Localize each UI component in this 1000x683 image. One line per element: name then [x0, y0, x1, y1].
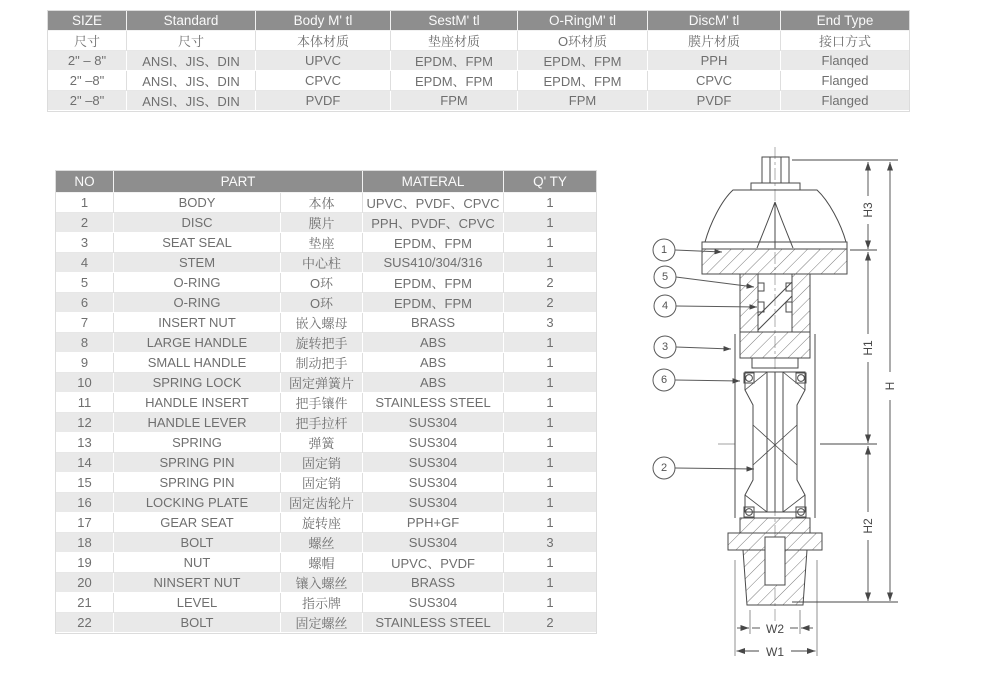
spec-row [48, 71, 909, 91]
parts-cell: 1 [504, 353, 596, 373]
parts-cell: HANDLE INSERT [114, 393, 281, 413]
spec-cell: PVDF [648, 91, 781, 111]
parts-cell: 20 [56, 573, 114, 593]
spec-table-section [47, 10, 908, 112]
parts-row [56, 573, 596, 593]
parts-row [56, 453, 596, 473]
valve-cross-section-drawing [628, 140, 1000, 683]
parts-cell: 2 [504, 613, 596, 633]
parts-cell: SUS410/304/316 [363, 253, 504, 273]
parts-cell: O-RING [114, 293, 281, 313]
parts-header-cell: PART [114, 171, 363, 193]
spec-header-cell: SestM' tl [391, 11, 518, 31]
dim-W1-label: W1 [766, 645, 784, 659]
spec-cell: ANSI、JIS、DIN [127, 71, 256, 91]
parts-cell: EPDM、FPM [363, 273, 504, 293]
parts-cell: 制动把手 [281, 353, 363, 373]
parts-cell: NUT [114, 553, 281, 573]
parts-cell: 固定齿轮片 [281, 493, 363, 513]
parts-row [56, 593, 596, 613]
callout-2 [653, 457, 754, 479]
parts-cell: SUS304 [363, 493, 504, 513]
parts-cell: STAINLESS STEEL [363, 613, 504, 633]
parts-cell: DISC [114, 213, 281, 233]
parts-cell: 固定销 [281, 453, 363, 473]
callout-6 [653, 369, 740, 391]
parts-cell: 螺帽 [281, 553, 363, 573]
parts-row [56, 213, 596, 233]
parts-cell: 16 [56, 493, 114, 513]
spec-cell: ANSI、JIS、DIN [127, 91, 256, 111]
parts-cell: 旋转把手 [281, 333, 363, 353]
parts-row [56, 553, 596, 573]
spec-cell: 尺寸 [48, 31, 127, 51]
spec-cell: PVDF [256, 91, 391, 111]
spec-header-cell: End Type [781, 11, 909, 31]
parts-cell: SUS304 [363, 533, 504, 553]
parts-cell: 11 [56, 393, 114, 413]
parts-cell: 固定弹簧片 [281, 373, 363, 393]
parts-cell: 镶入螺丝 [281, 573, 363, 593]
parts-cell: STAINLESS STEEL [363, 393, 504, 413]
parts-row [56, 433, 596, 453]
parts-cell: PPH、PVDF、CPVC [363, 213, 504, 233]
parts-cell: 3 [504, 533, 596, 553]
parts-cell: 6 [56, 293, 114, 313]
parts-row [56, 393, 596, 413]
parts-cell: 22 [56, 613, 114, 633]
dim-W2-label: W2 [766, 622, 784, 636]
parts-cell: ABS [363, 353, 504, 373]
parts-cell: 中心柱 [281, 253, 363, 273]
parts-cell: O环 [281, 273, 363, 293]
spec-cell: Flanged [781, 91, 909, 111]
parts-cell: 14 [56, 453, 114, 473]
parts-row [56, 473, 596, 493]
parts-cell: HANDLE LEVER [114, 413, 281, 433]
parts-row [56, 333, 596, 353]
parts-cell: 1 [504, 573, 596, 593]
spec-row [48, 51, 909, 71]
spec-cell: EPDM、FPM [391, 71, 518, 91]
parts-cell: SUS304 [363, 413, 504, 433]
parts-cell: NINSERT NUT [114, 573, 281, 593]
parts-cell: 1 [504, 233, 596, 253]
spec-cell: EPDM、FPM [391, 51, 518, 71]
parts-cell: 1 [56, 193, 114, 213]
parts-cell: 7 [56, 313, 114, 333]
spec-cell: 接口方式 [781, 31, 909, 51]
parts-cell: SEAT SEAL [114, 233, 281, 253]
spec-cell: EPDM、FPM [518, 51, 648, 71]
parts-cell: SPRING PIN [114, 473, 281, 493]
spec-header-cell: SIZE [48, 11, 127, 31]
dim-H2-label: H2 [861, 518, 875, 534]
spec-header-cell: O-RingM' tl [518, 11, 648, 31]
parts-cell: 1 [504, 253, 596, 273]
spec-header-cell: DiscM' tl [648, 11, 781, 31]
parts-cell: 把手拉杆 [281, 413, 363, 433]
callout-4-label: 4 [661, 300, 669, 312]
parts-cell: UPVC、PVDF [363, 553, 504, 573]
spec-header-cell: Body M' tl [256, 11, 391, 31]
spec-cell: PPH [648, 51, 781, 71]
parts-cell: 膜片 [281, 213, 363, 233]
parts-cell: 1 [504, 473, 596, 493]
parts-row [56, 193, 596, 213]
spec-table-body [48, 31, 909, 111]
dim-H-label: H [883, 381, 897, 391]
parts-cell: 2 [504, 293, 596, 313]
parts-cell: BRASS [363, 573, 504, 593]
parts-header-cell: Q' TY [504, 171, 596, 193]
parts-cell: 旋转座 [281, 513, 363, 533]
parts-cell: 10 [56, 373, 114, 393]
parts-cell: 5 [56, 273, 114, 293]
spec-cell: EPDM、FPM [518, 71, 648, 91]
parts-cell: ABS [363, 333, 504, 353]
callout-6-label: 6 [660, 374, 668, 386]
parts-header-cell: MATERAL [363, 171, 504, 193]
parts-cell: 1 [504, 493, 596, 513]
spec-header-row [48, 11, 909, 31]
dim-H1-label: H1 [861, 340, 875, 356]
parts-row [56, 373, 596, 393]
parts-cell: 2 [56, 213, 114, 233]
parts-cell: ABS [363, 373, 504, 393]
parts-row [56, 313, 596, 333]
callout-3-label: 3 [661, 341, 669, 353]
flange [702, 249, 847, 332]
parts-cell: 1 [504, 453, 596, 473]
parts-row [56, 353, 596, 373]
parts-cell: LOCKING PLATE [114, 493, 281, 513]
parts-cell: STEM [114, 253, 281, 273]
spec-cell: 尺寸 [127, 31, 256, 51]
parts-cell: PPH+GF [363, 513, 504, 533]
parts-cell: 18 [56, 533, 114, 553]
parts-cell: 本体 [281, 193, 363, 213]
parts-table-section [55, 170, 595, 634]
callout-3 [654, 336, 731, 358]
parts-cell: O-RING [114, 273, 281, 293]
parts-row [56, 253, 596, 273]
parts-cell: 1 [504, 213, 596, 233]
spec-cell: Flanged [781, 71, 909, 91]
parts-row [56, 613, 596, 633]
parts-cell: LARGE HANDLE [114, 333, 281, 353]
parts-cell: 8 [56, 333, 114, 353]
bonnet-cap [702, 190, 847, 249]
callout-2-label: 2 [660, 462, 668, 474]
parts-cell: 3 [504, 313, 596, 333]
dim-H3-label: H3 [861, 202, 875, 218]
parts-cell: SUS304 [363, 473, 504, 493]
parts-cell: GEAR SEAT [114, 513, 281, 533]
parts-cell: SUS304 [363, 593, 504, 613]
spec-cell: CPVC [256, 71, 391, 91]
parts-cell: 垫座 [281, 233, 363, 253]
parts-cell: LEVEL [114, 593, 281, 613]
parts-cell: SPRING LOCK [114, 373, 281, 393]
parts-row [56, 233, 596, 253]
parts-cell: 13 [56, 433, 114, 453]
parts-cell: 9 [56, 353, 114, 373]
spec-cell: 垫座材质 [391, 31, 518, 51]
parts-cell: SMALL HANDLE [114, 353, 281, 373]
parts-cell: 固定销 [281, 473, 363, 493]
parts-cell: 把手镶件 [281, 393, 363, 413]
spec-cell: O环材质 [518, 31, 648, 51]
parts-cell: 1 [504, 333, 596, 353]
parts-cell: BODY [114, 193, 281, 213]
parts-cell: BRASS [363, 313, 504, 333]
parts-row [56, 493, 596, 513]
parts-cell: 19 [56, 553, 114, 573]
parts-cell: UPVC、PVDF、CPVC [363, 193, 504, 213]
parts-cell: BOLT [114, 533, 281, 553]
parts-cell: BOLT [114, 613, 281, 633]
parts-cell: 12 [56, 413, 114, 433]
parts-cell: 1 [504, 593, 596, 613]
parts-cell: 2 [504, 273, 596, 293]
parts-table [55, 170, 597, 634]
spec-subheader-row [48, 31, 909, 51]
lower-body-base [728, 507, 822, 605]
spec-cell: 膜片材质 [648, 31, 781, 51]
parts-cell: 1 [504, 193, 596, 213]
parts-cell: SPRING [114, 433, 281, 453]
spec-cell: 2" – 8" [48, 51, 127, 71]
parts-row [56, 273, 596, 293]
parts-cell: 固定螺丝 [281, 613, 363, 633]
parts-cell: 3 [56, 233, 114, 253]
parts-cell: 螺丝 [281, 533, 363, 553]
spec-cell: FPM [391, 91, 518, 111]
spec-cell: UPVC [256, 51, 391, 71]
spec-cell: 本体材质 [256, 31, 391, 51]
parts-cell: 4 [56, 253, 114, 273]
parts-cell: EPDM、FPM [363, 293, 504, 313]
spec-cell: Flanqed [781, 51, 909, 71]
spec-header-cell: Standard [127, 11, 256, 31]
parts-cell: 弹簧 [281, 433, 363, 453]
parts-cell: 1 [504, 513, 596, 533]
parts-row [56, 293, 596, 313]
parts-cell: 1 [504, 413, 596, 433]
parts-cell: 15 [56, 473, 114, 493]
spec-cell: CPVC [648, 71, 781, 91]
spec-cell: 2" –8" [48, 91, 127, 111]
parts-cell: EPDM、FPM [363, 233, 504, 253]
parts-table-body [56, 193, 596, 633]
parts-cell: 1 [504, 433, 596, 453]
spec-cell: FPM [518, 91, 648, 111]
parts-row [56, 533, 596, 553]
parts-header-row [56, 171, 596, 193]
parts-cell: 21 [56, 593, 114, 613]
callout-1-label: 1 [660, 244, 668, 256]
spec-table-head [48, 11, 909, 31]
top-bolt [751, 157, 800, 190]
parts-header-cell: NO [56, 171, 114, 193]
parts-cell: 1 [504, 373, 596, 393]
parts-cell: SUS304 [363, 453, 504, 473]
spec-table [47, 10, 910, 112]
callout-5-label: 5 [661, 271, 669, 283]
parts-cell: 17 [56, 513, 114, 533]
parts-cell: 1 [504, 553, 596, 573]
spec-row [48, 91, 909, 111]
spec-cell: ANSI、JIS、DIN [127, 51, 256, 71]
parts-cell: 指示牌 [281, 593, 363, 613]
diaphragm-disc [745, 372, 805, 512]
parts-cell: INSERT NUT [114, 313, 281, 333]
parts-cell: SPRING PIN [114, 453, 281, 473]
parts-row [56, 413, 596, 433]
parts-table-head [56, 171, 596, 193]
parts-cell: SUS304 [363, 433, 504, 453]
parts-cell: 嵌入螺母 [281, 313, 363, 333]
parts-cell: 1 [504, 393, 596, 413]
spec-cell: 2" –8" [48, 71, 127, 91]
parts-cell: O环 [281, 293, 363, 313]
parts-row [56, 513, 596, 533]
